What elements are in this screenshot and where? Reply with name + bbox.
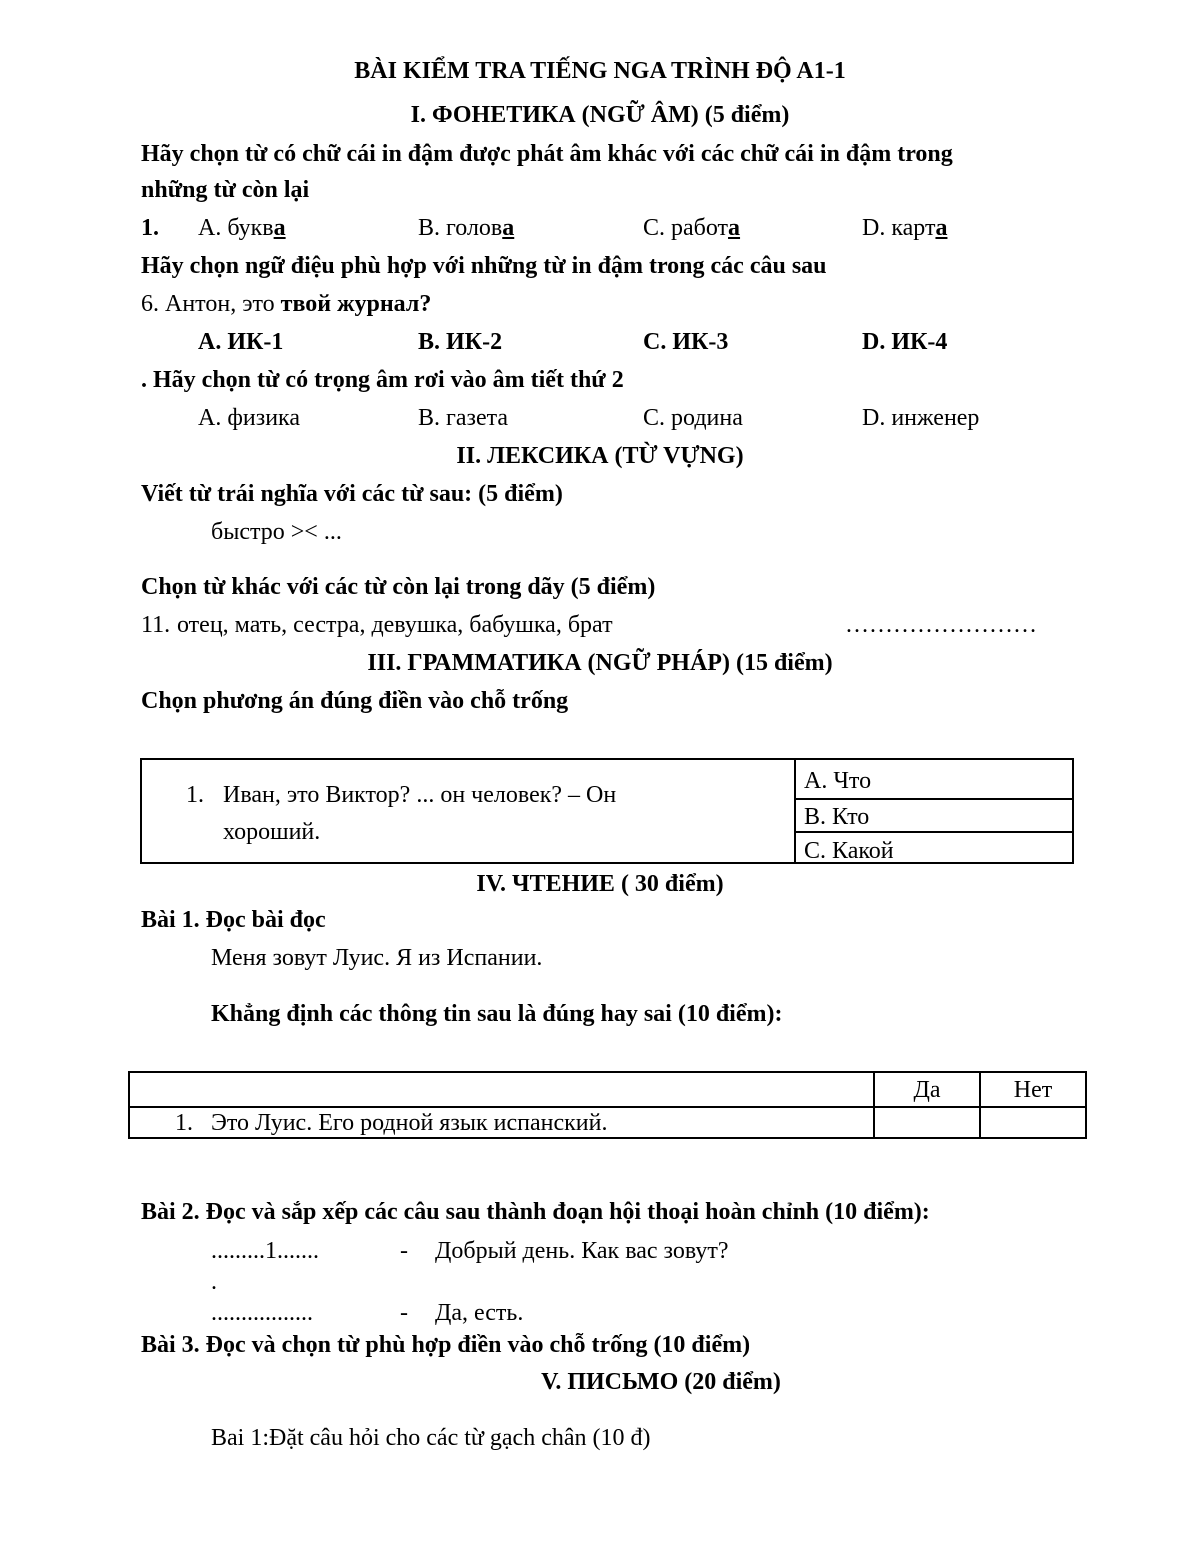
option-d: D. инженер bbox=[862, 405, 980, 431]
grammar-question-text-cont: хороший. bbox=[223, 819, 321, 845]
phonetics-instruction-2: Hãy chọn ngữ điệu phù hợp với những từ in đậm trong các câu sau bbox=[141, 253, 827, 279]
option-b: B. газета bbox=[418, 405, 509, 431]
bold-letter: а bbox=[273, 215, 286, 241]
question-number: 1. bbox=[186, 782, 204, 808]
option-c: C. родина bbox=[643, 405, 743, 431]
column-header-yes: Да bbox=[913, 1077, 941, 1103]
section-reading-heading: IV. ЧТЕНИЕ ( 30 điểm) bbox=[476, 871, 724, 897]
section-grammar-heading: III. ГРАММАТИКА (NGỮ PHÁP) (15 điểm) bbox=[367, 650, 833, 676]
option-b: B. ИК-2 bbox=[418, 329, 503, 355]
answer-option-c[interactable]: C. Какой bbox=[804, 838, 894, 864]
table-divider bbox=[130, 1106, 1085, 1108]
bold-letter: а bbox=[728, 215, 741, 241]
question-11-text: отец, мать, сестра, девушка, бабушка, брат bbox=[177, 612, 613, 638]
option-d: D. ИК-4 bbox=[862, 329, 948, 355]
option-b: B. голова bbox=[418, 215, 515, 241]
dialogue-line: Добрый день. Как вас зовут? bbox=[435, 1238, 729, 1264]
table-divider bbox=[796, 831, 1072, 833]
phonetics-instruction-3: . Hãy chọn từ có trọng âm rơi vào âm tiết thứ 2 bbox=[141, 367, 624, 393]
antonym-item: быстро >< ... bbox=[211, 519, 342, 545]
dialogue-dash: - bbox=[400, 1238, 408, 1264]
page-title: BÀI KIỂM TRA TIẾNG NGA TRÌNH ĐỘ A1-1 bbox=[354, 58, 846, 84]
question-number: 1. bbox=[175, 1110, 193, 1136]
dialogue-line: Да, есть. bbox=[435, 1300, 524, 1326]
dialogue-dash: - bbox=[400, 1300, 408, 1326]
reading-text: Меня зовут Луис. Я из Испании. bbox=[211, 945, 543, 971]
bold-letter: а bbox=[502, 215, 515, 241]
answer-option-a[interactable]: A. Что bbox=[804, 768, 872, 794]
section-phonetics-heading: I. ФОНЕТИКА (NGỮ ÂM) (5 điểm) bbox=[410, 102, 790, 128]
table-divider bbox=[794, 760, 796, 862]
question-number: 1. bbox=[141, 215, 159, 241]
answer-option-b[interactable]: B. Кто bbox=[804, 804, 870, 830]
statement-text: Это Луис. Его родной язык испанский. bbox=[211, 1110, 608, 1136]
lexicon-instruction-1: Viết từ trái nghĩa với các từ sau: (5 điểm) bbox=[141, 481, 563, 507]
option-c: C. работа bbox=[643, 215, 741, 241]
table-divider bbox=[796, 798, 1072, 800]
grammar-instruction: Chọn phương án đúng điền vào chỗ trống bbox=[141, 688, 569, 714]
option-a: A. буква bbox=[198, 215, 286, 241]
answer-blank[interactable]: …………………… bbox=[845, 612, 1037, 638]
option-a: A. ИК-1 bbox=[198, 329, 284, 355]
bold-letter: а bbox=[935, 215, 948, 241]
stray-dot: . bbox=[211, 1269, 217, 1295]
order-blank[interactable]: .........1....... bbox=[211, 1238, 319, 1264]
phonetics-instruction-1-cont: những từ còn lại bbox=[141, 177, 310, 203]
question-number: 11. bbox=[141, 612, 171, 638]
reading-task-3-title: Bài 3. Đọc và chọn từ phù hợp điền vào chỗ trống (10 điểm) bbox=[141, 1332, 751, 1358]
reading-task-1-title: Bài 1. Đọc bài đọc bbox=[141, 907, 326, 933]
section-writing-heading: V. ПИСЬМО (20 điểm) bbox=[541, 1369, 781, 1395]
option-d: D. карта bbox=[862, 215, 948, 241]
reading-task-1-instruction: Khẳng định các thông tin sau là đúng hay sai (10 điểm): bbox=[211, 1001, 783, 1027]
section-lexicon-heading: II. ЛЕКСИКА (TỪ VỰNG) bbox=[456, 443, 744, 469]
question-6: 6. Антон, это твой журнал? bbox=[141, 291, 432, 317]
grammar-question-text: Иван, это Виктор? ... он человек? – Он bbox=[223, 782, 617, 808]
writing-task-1: Bai 1:Đặt câu hỏi cho các từ gạch chân (10 đ) bbox=[211, 1425, 651, 1451]
lexicon-instruction-2: Chọn từ khác với các từ còn lại trong dãy (5 điểm) bbox=[141, 574, 656, 600]
option-a: A. физика bbox=[198, 405, 300, 431]
reading-task-2-title: Bài 2. Đọc và sắp xếp các câu sau thành đoạn hội thoại hoàn chỉnh (10 điểm): bbox=[141, 1199, 930, 1225]
column-header-no: Нет bbox=[1013, 1077, 1053, 1103]
phonetics-instruction-1: Hãy chọn từ có chữ cái in đậm được phát âm khác với các chữ cái in đậm trong bbox=[141, 141, 953, 167]
option-c: C. ИК-3 bbox=[643, 329, 729, 355]
order-blank[interactable]: ................. bbox=[211, 1300, 313, 1326]
grammar-question-table bbox=[140, 758, 1074, 864]
